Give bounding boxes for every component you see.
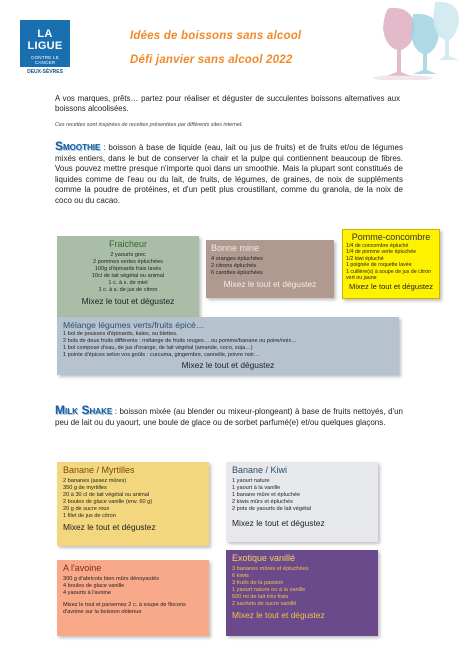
mix-instruction: Mixez le tout et dégustez	[349, 282, 433, 292]
recipe-exotique	[226, 550, 378, 636]
page-title: Idées de boissons sans alcool	[130, 30, 302, 42]
recipe-title: Banane / Myrtilles	[63, 465, 135, 475]
ingredient: 2 boules de glace vanille (env. 60 g)	[63, 499, 153, 505]
ingredient: 350 g de myrtilles	[63, 485, 107, 491]
mix-instruction: Mixez le tout et parsemez 2 c. à soupe de flocons d'avoine sur la boisson obtenue	[63, 602, 186, 615]
intro-note: Ces recettes sont inspirées de recettes présentées par différents sites internet.	[55, 122, 243, 128]
ingredient: 1 bol composé d'eau, de jus d'orange, de lait végétal (amande, coco, soja…)	[63, 345, 253, 351]
mix-instruction: Mixez le tout et dégustez	[63, 522, 156, 532]
ingredient: 1 yaourt nature	[232, 478, 270, 484]
recipe-banane-myrtilles	[57, 462, 209, 546]
recipe-title: Fraicheur	[108, 239, 147, 249]
recipe-avoine	[57, 560, 209, 636]
logo-line1: LA LIGUE	[27, 28, 63, 52]
recipe-melange	[57, 317, 399, 375]
milkshake-heading: Milk Shake	[55, 403, 113, 417]
ingredient: 6 kiwis	[232, 573, 249, 579]
recipe-bonne-mine	[206, 240, 334, 298]
page-subtitle: Défi janvier sans alcool 2022	[130, 54, 293, 66]
recipe-title: Pomme-concombre	[351, 232, 431, 242]
smoothie-paragraph	[55, 141, 403, 207]
milkshake-text: : boisson mixée (au blender ou mixeur-plongeant) à base de fruits nettoyés, d'un peu de lait ou du yaourt, une boule de glace ou de sorbet parfumé(e) et/ou quelques glaçons.	[55, 407, 404, 427]
logo-line2: CONTRE LE CANCER	[30, 55, 60, 65]
mix-instruction: Mixez le tout et dégustez	[181, 360, 275, 370]
ligue-logo	[20, 20, 70, 67]
milkshake-paragraph	[55, 405, 403, 428]
ingredient: 2 yaourts grec	[110, 252, 146, 258]
ingredient: 100g d'épinards frais lavés	[94, 266, 162, 272]
recipe-fraicheur	[57, 236, 199, 318]
recipe-title: A l'avoine	[63, 563, 102, 573]
intro-text: A vos marques, prêts… partez pour réaliser et déguster de succulentes boissons alternatives aux boissons alcoolisées.	[55, 94, 400, 113]
ingredient: 4 yaourts à l'avoine	[63, 590, 112, 596]
smoothie-heading: Smoothie	[55, 139, 101, 153]
ingredient: 1 c. à s. de jus de citron	[98, 287, 158, 293]
logo-subtitle: DEUX-SÈVRES	[27, 69, 63, 75]
ingredient: 1 yaourt à la vanille	[232, 485, 281, 491]
ingredient: 1 yaourt nature ou à la vanille	[232, 587, 306, 593]
ingredient: 1/2 kiwi épluché	[346, 255, 384, 262]
ingredient: 3 bananes mûres et épluchées	[232, 566, 309, 572]
ingredient: 1 cuillère(s) à soupe de jus de citron vert ou jaune	[346, 268, 432, 282]
ingredient: 2 sachets de sucre vanillé	[232, 601, 297, 607]
ingredient: 1 pointe d'épices selon vos goûts : curcuma, gingembre, cannelle, poivre noir…	[63, 352, 260, 358]
mix-instruction: Mixez le tout et dégustez	[232, 518, 325, 528]
ingredient: 10cl de lait végétal ou animal	[91, 273, 165, 279]
ingredient: 2 kiwis mûrs et épluchés	[232, 499, 293, 505]
ingredient: 20 g de sucre roux	[63, 506, 110, 512]
ingredient: 2 bananes (assez mûres)	[63, 478, 127, 484]
ingredient: 2 pommes vertes épluchées	[93, 259, 163, 265]
mix-instruction: Mixez le tout et dégustez	[81, 296, 175, 306]
recipe-title: Exotique vanillé	[232, 553, 296, 563]
ingredient: 6 carottes épluchées	[211, 270, 263, 276]
ingredient: 2 bols de deux fruits différents : mélange de fruits rouges… ou pomme/banane ou poire/noix…	[63, 338, 297, 344]
recipe-title: Mélange légumes verts/fruits épicé…	[63, 320, 205, 330]
ingredient: 1 poignée de roquette lavée	[346, 262, 412, 269]
recipe-title: Bonne mine	[211, 243, 260, 253]
recipe-title: Banane / Kiwi	[232, 465, 288, 475]
ingredient: 2 citrons épluchés	[211, 263, 257, 269]
ingredient: 500 ml de lait très frais	[232, 594, 289, 600]
mix-instruction: Mixez le tout et dégustez	[232, 610, 325, 620]
recipe-banane-kiwi	[226, 462, 378, 542]
ingredient: 1/4 de pomme verte épluchée	[346, 249, 417, 256]
ingredient: 20 à 30 cl de lait végétal ou animal	[63, 492, 150, 498]
ingredient: 1/4 de concombre épluché	[346, 243, 409, 249]
ingredient: 300 g d'abricots bien mûrs dénoyautés	[63, 576, 159, 582]
smoothie-text: : boisson à base de liquide (eau, lait ou jus de fruits) et de fruits et/ou de légumes mixés entiers, dans le but de conserver la chair et la pulpe qui contiennent beaucoup de fibres. Vous pouvez mettre presque n'importe quoi dans un smoothie. Mais la plupart sont constitués de liquides comme de l'eau ou du lait, de fruits, de légumes, de graines, de noix de suppléments comme la poudre de protéines, et d'un petit plus croustillant, comme du granola, de la noix de coco ou du cacao.	[55, 143, 403, 205]
ingredient: 1 filet de jus de citron	[63, 513, 116, 519]
ingredient: 4 boules de glace vanille	[63, 583, 125, 589]
glasses-illustration	[335, 0, 459, 80]
ingredient: 1 bol de pousses d'épinards, kales, ou blettes.	[63, 331, 178, 337]
ingredient: 3 fruits de la passion	[232, 580, 284, 586]
ingredient: 2 pots de yaourts de lait végétal	[232, 506, 311, 512]
mix-instruction: Mixez le tout et dégustez	[223, 279, 317, 289]
ingredient: 1 banane mûre et épluchée	[232, 492, 301, 498]
ingredient: 4 oranges épluchées	[211, 256, 263, 262]
recipe-pomme-concombre	[342, 229, 440, 299]
ingredient: 1 c. à s. de miel	[108, 280, 148, 286]
